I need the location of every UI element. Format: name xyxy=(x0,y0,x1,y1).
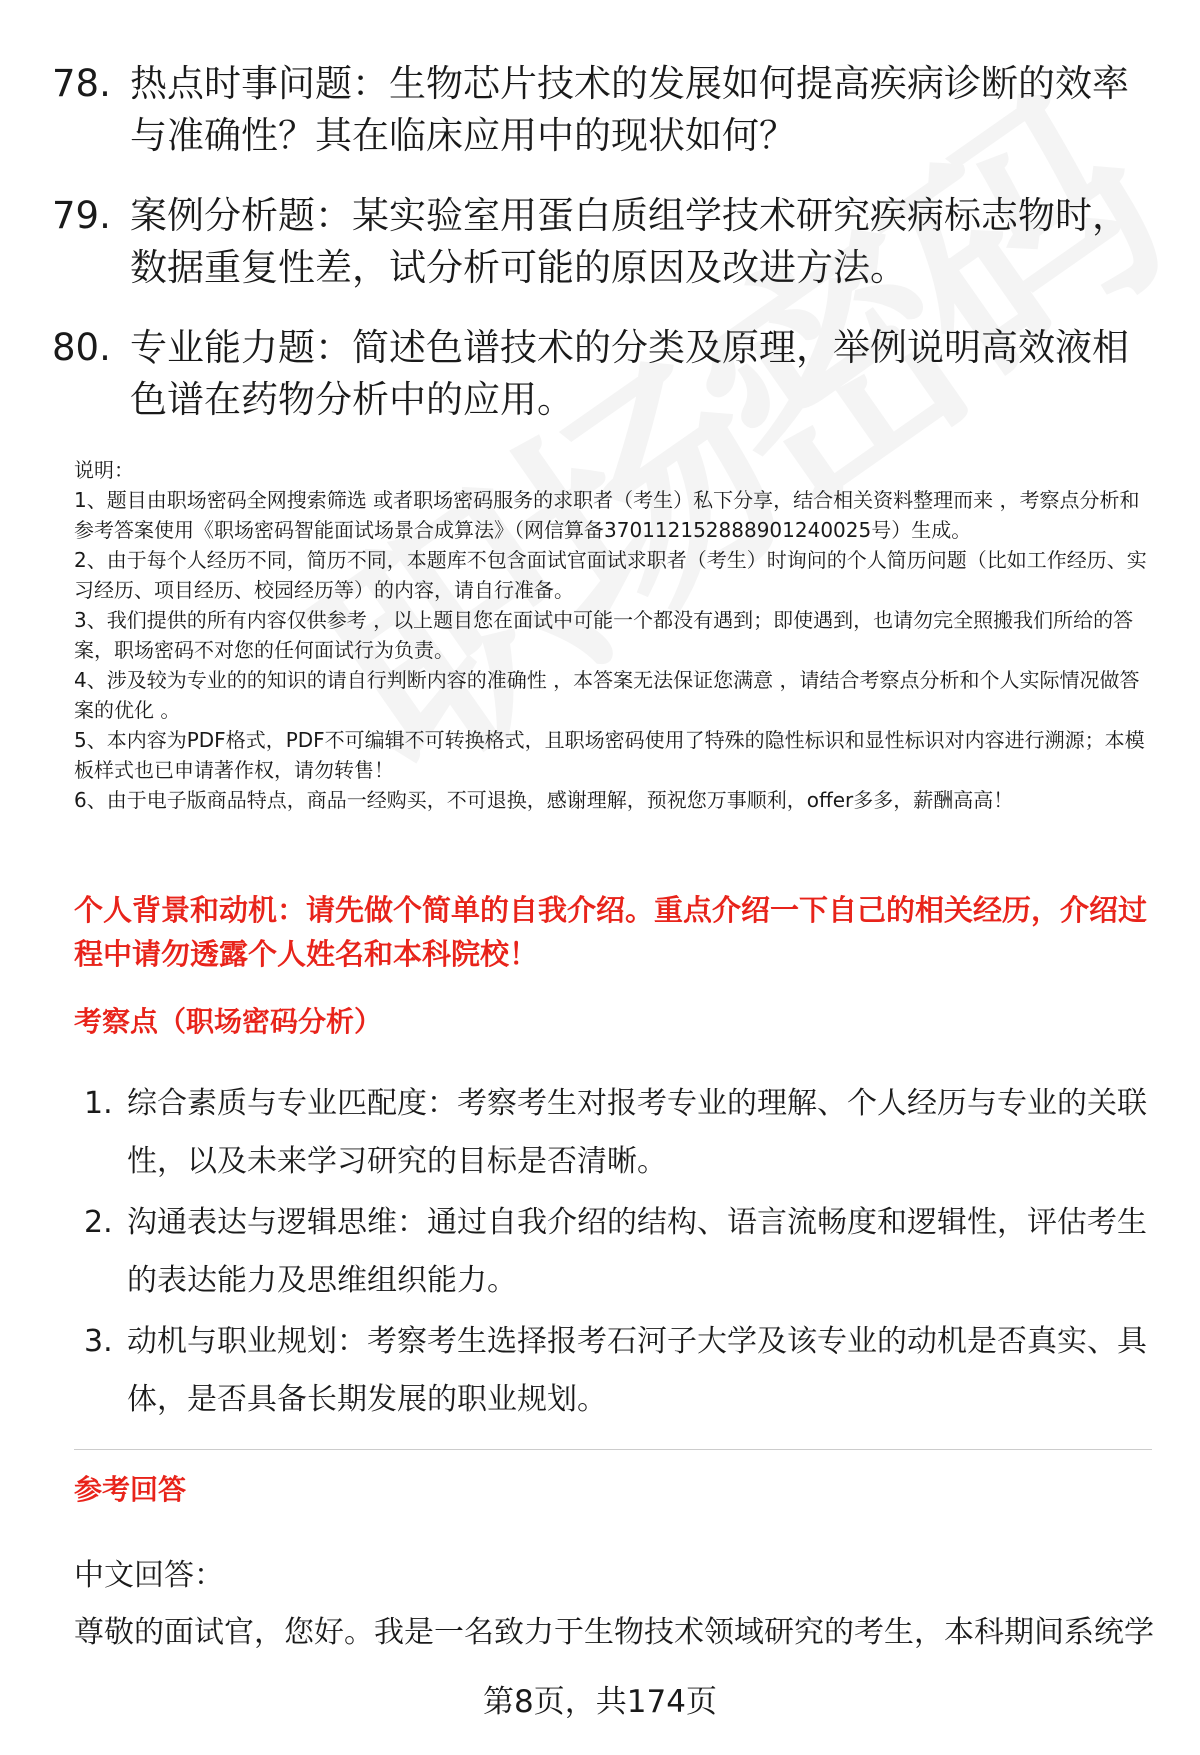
key-point-item xyxy=(74,1194,1154,1310)
page-footer: 第8页，共174页 xyxy=(483,1684,717,1720)
question-text: 专业能力题：简述色谱技术的分类及原理，举例说明高效液相色谱在药物分析中的应用。 xyxy=(130,326,1129,421)
key-point-text: 综合素质与专业匹配度：考察考生对报考专业的理解、个人经历与专业的关联性，以及未来学习研究的目标是否清晰。 xyxy=(127,1086,1147,1179)
key-points-title: 考察点（职场密码分析） xyxy=(74,1005,383,1038)
reference-answer-title: 参考回答 xyxy=(74,1473,187,1506)
background-question: 个人背景和动机：请先做个简单的自我介绍。重点介绍一下自己的相关经历，介绍过程中请勿透露个人姓名和本科院校！ xyxy=(74,893,1148,971)
note-item: 2、由于每个人经历不同，简历不同，本题库不包含面试官面试求职者（考生）时询问的个人简历问题（比如工作经历、实习经历、项目经历、校园经历等）的内容，请自行准备。 xyxy=(74,548,1147,602)
note-item: 3、我们提供的所有内容仅供参考 ，以上题目您在面试中可能一个都没有遇到；即使遇到，也请勿完全照搬我们所给的答案，职场密码不对您的任何面试行为负责。 xyxy=(74,608,1134,662)
note-item: 5、本内容为PDF格式，PDF不可编辑不可转换格式，且职场密码使用了特殊的隐性标识和显性标识对内容进行溯源；本模板样式也已申请著作权，请勿转售！ xyxy=(74,728,1145,782)
key-point-text: 沟通表达与逻辑思维：通过自我介绍的结构、语言流畅度和逻辑性，评估考生的表达能力及思维组织能力。 xyxy=(127,1205,1147,1298)
key-point-text: 动机与职业规划：考察考生选择报考石河子大学及该专业的动机是否真实、具体，是否具备长期发展的职业规划。 xyxy=(127,1324,1147,1417)
notes-section xyxy=(74,455,1159,815)
question-number: 78. xyxy=(52,62,111,105)
note-item: 4、涉及较为专业的的知识的请自行判断内容的准确性 ，本答案无法保证您满意 ，请结合考察点分析和个人实际情况做答案的优化 。 xyxy=(74,668,1140,722)
key-point-item xyxy=(74,1313,1154,1429)
question-78 xyxy=(52,58,1152,162)
note-item: 1、题目由职场密码全网搜索筛选 或者职场密码服务的求职者（考生）私下分享，结合相关资料整理而来 ，考察点分析和参考答案使用《职场密码智能面试场景合成算法》（网信算备370112152888901240025号）生成。 xyxy=(74,488,1140,542)
question-79 xyxy=(52,190,1152,294)
chinese-answer-label: 中文回答： xyxy=(74,1558,224,1593)
key-point-number: 2. xyxy=(84,1205,113,1240)
key-points-list xyxy=(74,1075,1154,1432)
question-80 xyxy=(52,322,1152,426)
notes-title: 说明： xyxy=(74,458,134,482)
key-point-item xyxy=(74,1075,1154,1191)
key-point-number: 1. xyxy=(84,1086,113,1121)
question-number: 80. xyxy=(52,326,111,369)
section-divider xyxy=(74,1449,1152,1450)
note-item: 6、由于电子版商品特点，商品一经购买，不可退换，感谢理解，预祝您万事顺利，offer多多，薪酬高高！ xyxy=(74,788,1014,812)
answer-text: 尊敬的面试官，您好。我是一名致力于生物技术领域研究的考生，本科期间系统学 xyxy=(74,1615,1154,1650)
key-point-number: 3. xyxy=(84,1324,113,1359)
question-text: 案例分析题：某实验室用蛋白质组学技术研究疾病标志物时，数据重复性差，试分析可能的原因及改进方法。 xyxy=(130,194,1129,289)
question-text: 热点时事问题：生物芯片技术的发展如何提高疾病诊断的效率与准确性？其在临床应用中的现状如何？ xyxy=(130,62,1129,157)
question-number: 79. xyxy=(52,194,111,237)
